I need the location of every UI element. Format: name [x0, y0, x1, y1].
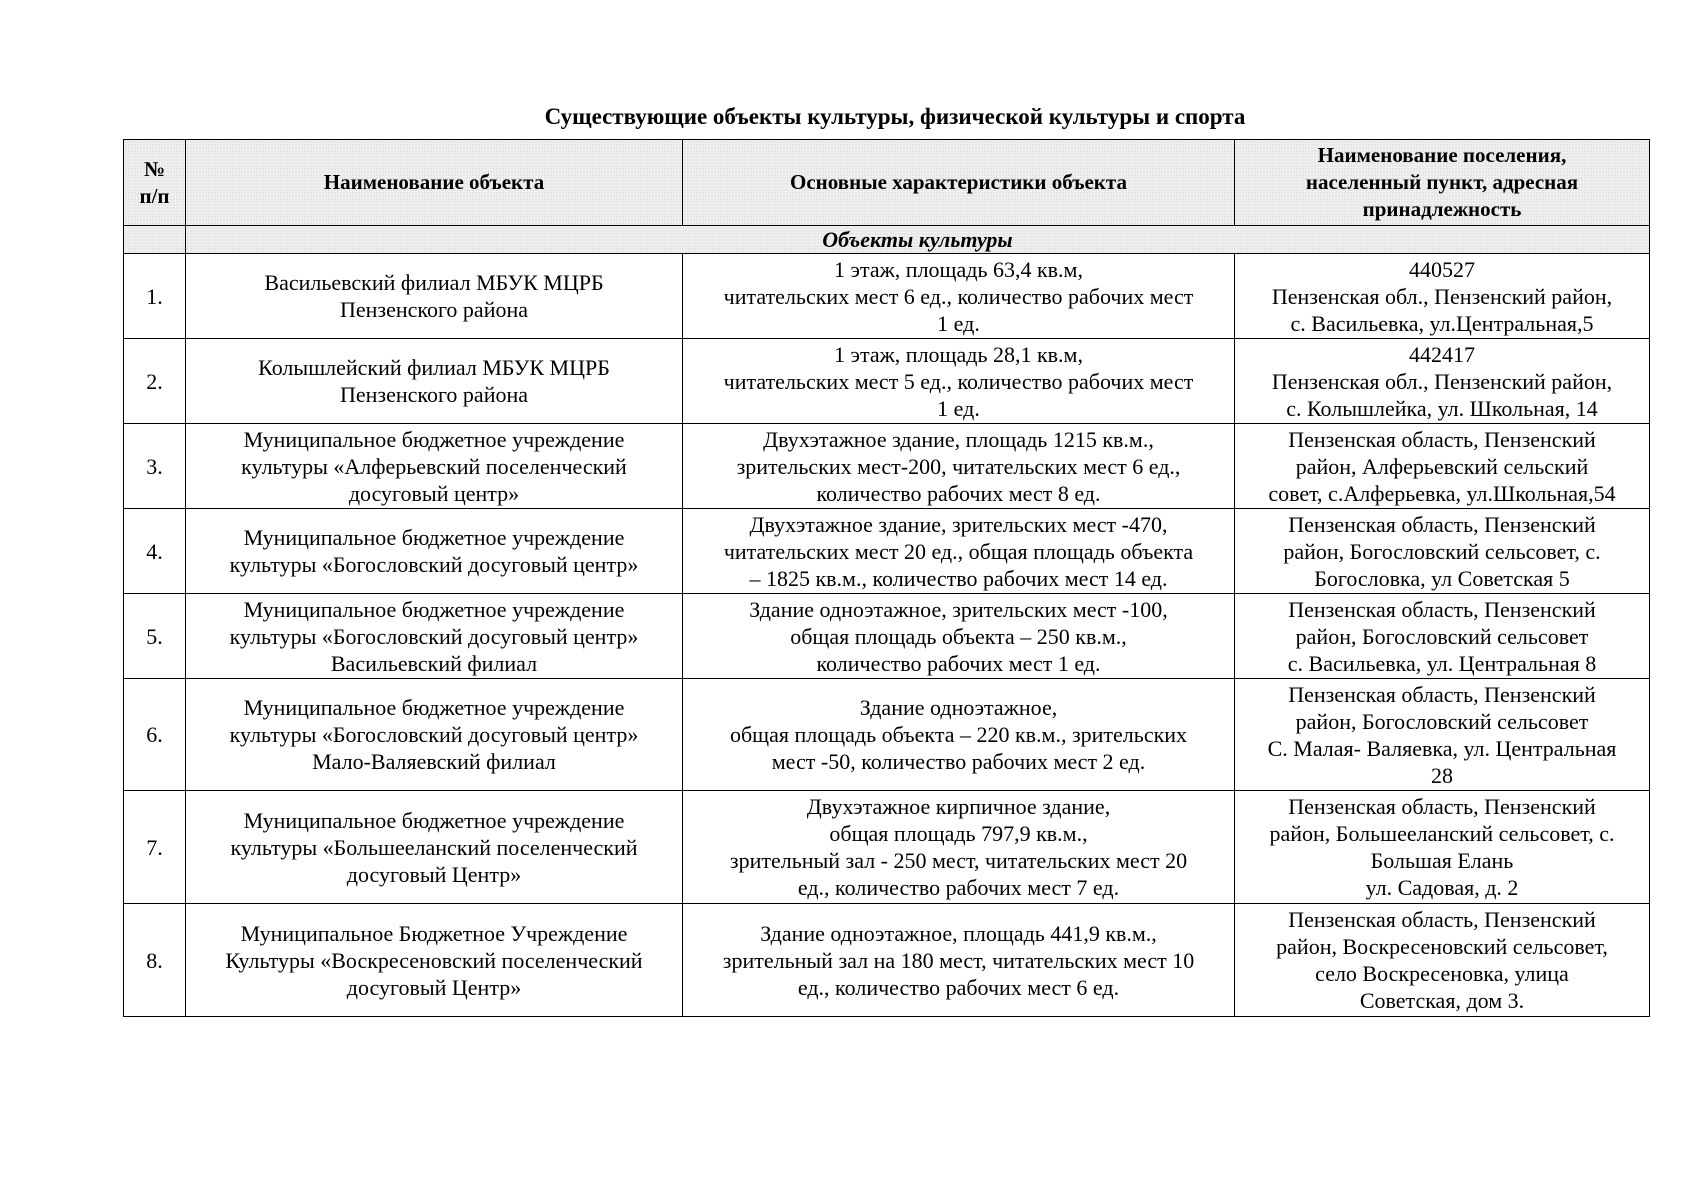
row-name-line: Муниципальное бюджетное учреждение — [243, 426, 625, 452]
row-characteristics-line: Двухэтажное кирпичное здание, — [806, 794, 1111, 819]
row-address-line: 440527 — [1409, 256, 1475, 282]
row-name-line: досуговый Центр» — [346, 974, 522, 1000]
table-row — [124, 254, 1650, 339]
row-characteristics-line: Двухэтажное здание, зрительских мест -470, — [749, 511, 1168, 537]
row-characteristics — [683, 424, 1235, 509]
row-address-line: ул. Садовая, д. 2 — [1365, 875, 1519, 900]
row-num: 1. — [124, 254, 186, 339]
row-characteristics-line: – 1825 кв.м., количество рабочих мест 14 ед. — [749, 565, 1168, 591]
row-characteristics-line: общая площадь 797,9 кв.м., — [829, 821, 1088, 846]
row-name-line: Васильевский филиал МБУК МЦРБ — [264, 270, 604, 295]
row-num: 2. — [124, 339, 186, 424]
row-address-line: совет, с.Алферьевка, ул.Школьная,54 — [1268, 480, 1616, 506]
row-characteristics-line: зрительских мест-200, читательских мест 6 ед., — [736, 453, 1181, 479]
row-name — [186, 594, 683, 679]
row-address-line: Пензенская область, Пензенский — [1288, 511, 1596, 537]
row-name-line: культуры «Алферьевский поселенческий — [241, 453, 627, 479]
row-address — [1235, 339, 1650, 424]
header-address — [1235, 140, 1650, 226]
row-address — [1235, 424, 1650, 509]
row-address-line: с. Васильевка, ул. Центральная 8 — [1287, 650, 1597, 676]
row-characteristics-line: общая площадь объекта – 250 кв.м., — [790, 623, 1127, 649]
row-address-line: с. Васильевка, ул.Центральная,5 — [1290, 310, 1594, 336]
row-characteristics-line: Здание одноэтажное, зрительских мест -100, — [749, 596, 1168, 622]
row-characteristics-line: количество рабочих мест 8 ед. — [816, 480, 1101, 506]
row-characteristics-line: 1 этаж, площадь 28,1 кв.м, — [834, 341, 1083, 367]
header-characteristics-line: Основные характеристики объекта — [790, 170, 1127, 194]
row-name — [186, 679, 683, 791]
row-num: 4. — [124, 509, 186, 594]
row-name-line: досуговый центр» — [348, 480, 520, 506]
row-address-line: С. Малая- Валяевка, ул. Центральная — [1267, 735, 1617, 761]
row-num: 5. — [124, 594, 186, 679]
table-row — [124, 509, 1650, 594]
row-characteristics-line: ед., количество рабочих мест 6 ед. — [797, 974, 1120, 1000]
table-row — [124, 339, 1650, 424]
row-address-line: 442417 — [1409, 341, 1475, 367]
row-address-line: с. Колышлейка, ул. Школьная, 14 — [1286, 395, 1598, 421]
row-characteristics — [683, 509, 1235, 594]
row-characteristics-line: общая площадь объекта – 220 кв.м., зрительских — [729, 722, 1188, 747]
row-address-line: Пензенская область, Пензенский — [1288, 907, 1596, 932]
row-characteristics-line: зрительный зал - 250 мест, читательских мест 20 — [729, 848, 1188, 873]
row-characteristics — [683, 904, 1235, 1017]
row-characteristics — [683, 679, 1235, 791]
header-num-line: п/п — [139, 183, 170, 208]
row-name-line: Муниципальное бюджетное учреждение — [243, 807, 625, 833]
row-address-line: Пензенская область, Пензенский — [1288, 681, 1596, 707]
row-name — [186, 424, 683, 509]
row-characteristics — [683, 339, 1235, 424]
section-title: Объекты культуры — [186, 226, 1650, 254]
row-name-line: культуры «Большееланский поселенческий — [230, 834, 638, 860]
row-name-line: Пензенского района — [339, 382, 529, 407]
section-row — [124, 226, 1650, 254]
row-characteristics — [683, 791, 1235, 904]
row-characteristics-line: 1 ед. — [937, 395, 980, 421]
table-row — [124, 424, 1650, 509]
header-address-line: принадлежность — [1362, 197, 1522, 221]
row-address-line: 28 — [1431, 762, 1453, 788]
row-characteristics-line: 1 ед. — [937, 310, 980, 336]
culture-objects-table — [123, 139, 1650, 1017]
row-name-line: культуры «Богословский досуговый центр» — [229, 722, 639, 747]
row-characteristics-line: читательских мест 20 ед., общая площадь объекта — [723, 538, 1194, 564]
header-num — [124, 140, 186, 226]
row-characteristics-line: зрительный зал на 180 мест, читательских мест 10 — [722, 947, 1195, 973]
row-name — [186, 254, 683, 339]
row-address-line: район, Богословский сельсовет — [1295, 623, 1589, 649]
header-name-line: Наименование объекта — [323, 170, 545, 194]
header-name — [186, 140, 683, 226]
row-address — [1235, 791, 1650, 904]
row-name-line: Муниципальное бюджетное учреждение — [243, 596, 625, 622]
row-characteristics — [683, 254, 1235, 339]
row-characteristics-line: читательских мест 5 ед., количество рабочих мест — [723, 368, 1194, 394]
row-name-line: Колышлейский филиал МБУК МЦРБ — [258, 355, 610, 380]
row-name-line: Муниципальное бюджетное учреждение — [243, 695, 625, 720]
header-num-line: № — [143, 156, 166, 181]
row-address-line: Пензенская обл., Пензенский район, — [1271, 368, 1613, 394]
row-address-line: село Воскресеновка, улица — [1315, 961, 1569, 986]
table-row — [124, 594, 1650, 679]
row-address-line: Большая Елань — [1370, 848, 1514, 873]
row-address-line: Богословка, ул Советская 5 — [1314, 565, 1570, 591]
header-characteristics — [683, 140, 1235, 226]
row-address-line: район, Большееланский сельсовет, с. — [1269, 821, 1615, 846]
header-address-line: Наименование поселения, — [1317, 143, 1567, 167]
row-characteristics-line: ед., количество рабочих мест 7 ед. — [797, 875, 1120, 900]
row-characteristics-line: Здание одноэтажное, площадь 441,9 кв.м., — [760, 920, 1157, 946]
row-address-line: Пензенская область, Пензенский — [1288, 794, 1596, 819]
header-address-line: населенный пункт, адресная — [1305, 170, 1579, 194]
row-name — [186, 904, 683, 1017]
row-name-line: досуговый Центр» — [346, 861, 522, 887]
row-characteristics-line: 1 этаж, площадь 63,4 кв.м, — [834, 256, 1083, 282]
row-address-line: район, Алферьевский сельский — [1295, 453, 1589, 479]
row-address-line: Советская, дом 3. — [1359, 988, 1525, 1013]
row-characteristics-line: мест -50, количество рабочих мест 2 ед. — [771, 749, 1146, 774]
row-address — [1235, 509, 1650, 594]
row-name-line: Муниципальное бюджетное учреждение — [243, 525, 625, 550]
row-characteristics-line: количество рабочих мест 1 ед. — [816, 650, 1101, 676]
row-address-line: Пензенская обл., Пензенский район, — [1271, 283, 1613, 309]
row-characteristics — [683, 594, 1235, 679]
row-name — [186, 791, 683, 904]
row-name-line: Пензенского района — [339, 297, 529, 322]
row-address — [1235, 904, 1650, 1017]
row-name-line: культуры «Богословский досуговый центр» — [229, 623, 639, 649]
row-address-line: район, Богословский сельсовет — [1295, 708, 1589, 734]
row-name-line: Муниципальное Бюджетное Учреждение — [240, 920, 628, 946]
row-num: 8. — [124, 904, 186, 1017]
table-row — [124, 791, 1650, 904]
row-name — [186, 509, 683, 594]
page-title: Существующие объекты культуры, физической культуры и спорта — [544, 104, 1246, 129]
row-name-line: Мало-Валяевский филиал — [312, 749, 556, 774]
row-characteristics-line: Здание одноэтажное, — [859, 695, 1058, 720]
row-num: 7. — [124, 791, 186, 904]
row-num: 6. — [124, 679, 186, 791]
row-name — [186, 339, 683, 424]
row-name-line: Васильевский филиал — [330, 650, 538, 676]
row-address — [1235, 679, 1650, 791]
row-name-line: культуры «Богословский досуговый центр» — [229, 552, 639, 577]
row-characteristics-line: читательских мест 6 ед., количество рабочих мест — [723, 283, 1194, 309]
section-num-cell — [124, 226, 186, 254]
row-address-line: район, Воскресеновский сельсовет, — [1276, 934, 1608, 959]
row-address — [1235, 254, 1650, 339]
row-address-line: Пензенская область, Пензенский — [1288, 426, 1596, 452]
table-row — [124, 904, 1650, 1017]
row-name-line: Культуры «Воскресеновский поселенческий — [225, 947, 643, 973]
row-num: 3. — [124, 424, 186, 509]
row-address-line: район, Богословский сельсовет, с. — [1283, 538, 1601, 564]
table-row — [124, 679, 1650, 791]
row-address-line: Пензенская область, Пензенский — [1288, 596, 1596, 622]
row-characteristics-line: Двухэтажное здание, площадь 1215 кв.м., — [763, 426, 1154, 452]
row-address — [1235, 594, 1650, 679]
table-header-row — [124, 140, 1650, 226]
